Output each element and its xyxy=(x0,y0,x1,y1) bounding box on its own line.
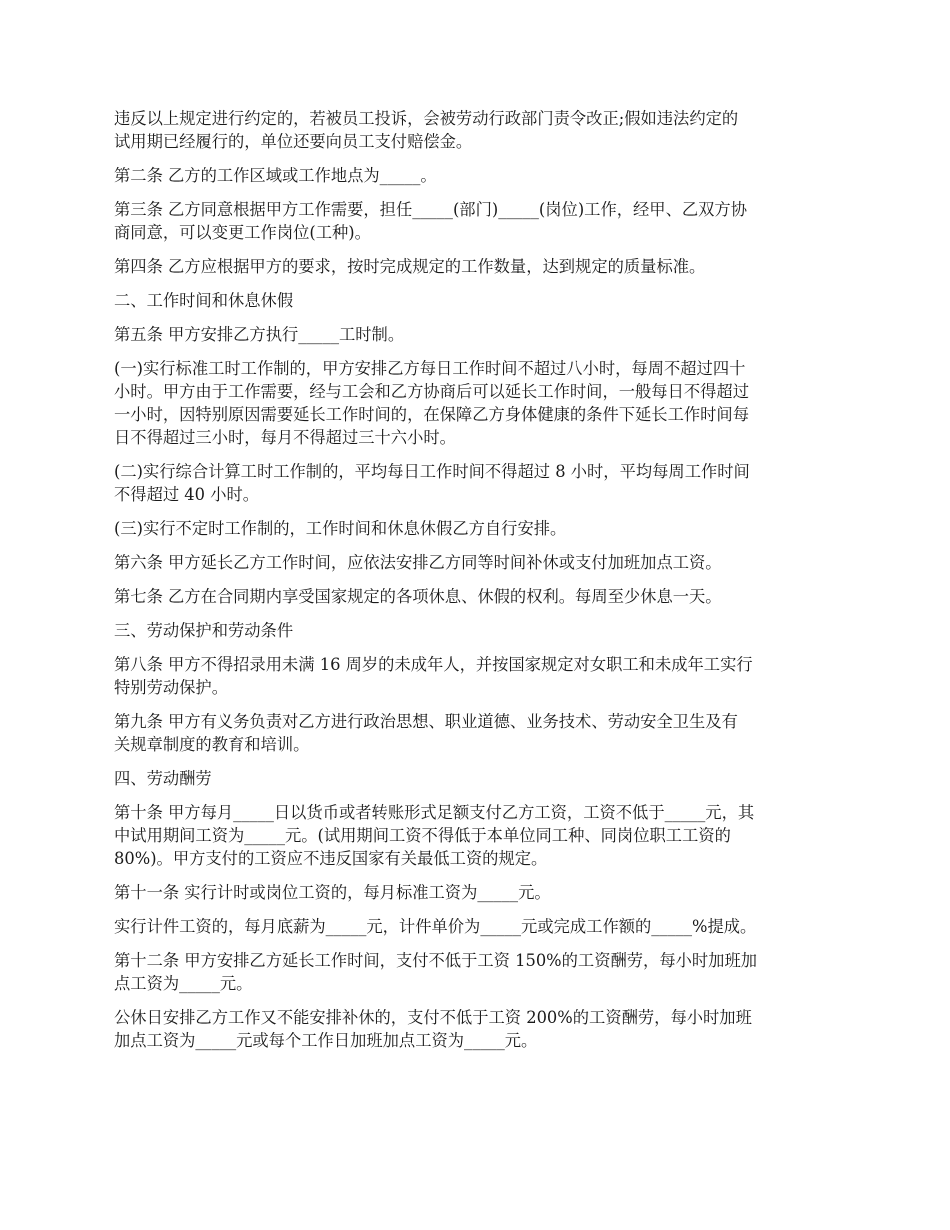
document-paragraph xyxy=(114,517,844,540)
paragraph-line: 点工资为_____元。 xyxy=(114,974,253,993)
document-paragraph xyxy=(114,710,844,756)
paragraph-line: 第八条 甲方不得招录用未满 16 周岁的未成年人，并按国家规定对女职工和未成年工实行 xyxy=(114,655,753,674)
paragraph-line: 80%)。甲方支付的工资应不违反国家有关最低工资的规定。 xyxy=(114,849,548,868)
document-paragraph xyxy=(114,255,844,278)
paragraph-line: 特别劳动保护。 xyxy=(114,678,228,697)
paragraph-line: 一小时，因特别原因需要延长工作时间的，在保障乙方身体健康的条件下延长工作时间每 xyxy=(114,405,749,424)
document-paragraph xyxy=(114,915,844,938)
document-paragraph xyxy=(114,801,844,870)
document-body xyxy=(114,107,844,1063)
document-paragraph xyxy=(114,323,844,346)
document-paragraph xyxy=(114,949,844,995)
paragraph-line: 小时。甲方由于工作需要，经与工会和乙方协商后可以延长工作时间，一般每日不得超过 xyxy=(114,382,749,401)
paragraph-line: 第十二条 甲方安排乙方延长工作时间，支付不低于工资 150%的工资酬劳，每小时加班加 xyxy=(114,951,758,970)
document-paragraph xyxy=(114,767,844,790)
paragraph-line: 公休日安排乙方工作又不能安排补休的，支付不低于工资 200%的工资酬劳，每小时加班 xyxy=(114,1008,752,1027)
paragraph-line: 三、劳动保护和劳动条件 xyxy=(114,621,294,640)
paragraph-line: (二)实行综合计算工时工作制的，平均每日工作时间不得超过 8 小时，平均每周工作时间 xyxy=(114,462,750,481)
paragraph-line: (三)实行不定时工作制的，工作时间和休息休假乙方自行安排。 xyxy=(114,519,567,538)
document-paragraph xyxy=(114,107,844,153)
paragraph-line: 商同意，可以变更工作岗位(工种)。 xyxy=(114,223,371,242)
paragraph-line: 试用期已经履行的，单位还要向员工支付赔偿金。 xyxy=(114,132,473,151)
paragraph-line: 第十一条 实行计时或岗位工资的，每月标准工资为_____元。 xyxy=(114,883,551,902)
document-paragraph xyxy=(114,551,844,574)
paragraph-line: 不得超过 40 小时。 xyxy=(114,485,260,504)
document-paragraph xyxy=(114,289,844,312)
paragraph-line: 四、劳动酬劳 xyxy=(114,769,212,788)
document-paragraph xyxy=(114,198,844,244)
paragraph-line: 日不得超过三小时，每月不得超过三十六小时。 xyxy=(114,428,456,447)
paragraph-line: 关规章制度的教育和培训。 xyxy=(114,735,310,754)
paragraph-line: 第六条 甲方延长乙方工作时间，应依法安排乙方同等时间补休或支付加班加点工资。 xyxy=(114,553,722,572)
document-paragraph xyxy=(114,653,844,699)
document-paragraph xyxy=(114,357,844,449)
document-paragraph xyxy=(114,460,844,506)
paragraph-line: 违反以上规定进行约定的，若被员工投诉，会被劳动行政部门责令改正;假如违法约定的 xyxy=(114,109,739,128)
paragraph-line: 第九条 甲方有义务负责对乙方进行政治思想、职业道德、业务技术、劳动安全卫生及有 xyxy=(114,712,738,731)
paragraph-line: 第七条 乙方在合同期内享受国家规定的各项休息、休假的权利。每周至少休息一天。 xyxy=(114,587,722,606)
paragraph-line: 第三条 乙方同意根据甲方工作需要，担任_____(部门)_____(岗位)工作，经甲、乙双方协 xyxy=(114,200,747,219)
paragraph-line: 第五条 甲方安排乙方执行_____工时制。 xyxy=(114,325,405,344)
paragraph-line: 第四条 乙方应根据甲方的要求，按时完成规定的工作数量，达到规定的质量标准。 xyxy=(114,257,706,276)
document-paragraph xyxy=(114,1006,844,1052)
paragraph-line: (一)实行标准工时工作制的，甲方安排乙方每日工作时间不超过八小时，每周不超过四十 xyxy=(114,359,746,378)
document-paragraph xyxy=(114,164,844,187)
document-paragraph xyxy=(114,585,844,608)
paragraph-line: 二、工作时间和休息休假 xyxy=(114,291,294,310)
paragraph-line: 第二条 乙方的工作区域或工作地点为_____。 xyxy=(114,166,437,185)
paragraph-line: 加点工资为_____元或每个工作日加班加点工资为_____元。 xyxy=(114,1031,538,1050)
paragraph-line: 实行计件工资的，每月底薪为_____元，计件单价为_____元或完成工作额的_____%提成。 xyxy=(114,917,757,936)
document-paragraph xyxy=(114,619,844,642)
document-paragraph xyxy=(114,881,844,904)
paragraph-line: 中试用期间工资为_____元。(试用期间工资不得低于本单位同工种、同岗位职工工资的 xyxy=(114,826,731,845)
paragraph-line: 第十条 甲方每月_____日以货币或者转账形式足额支付乙方工资，工资不低于_____元，其 xyxy=(114,803,755,822)
